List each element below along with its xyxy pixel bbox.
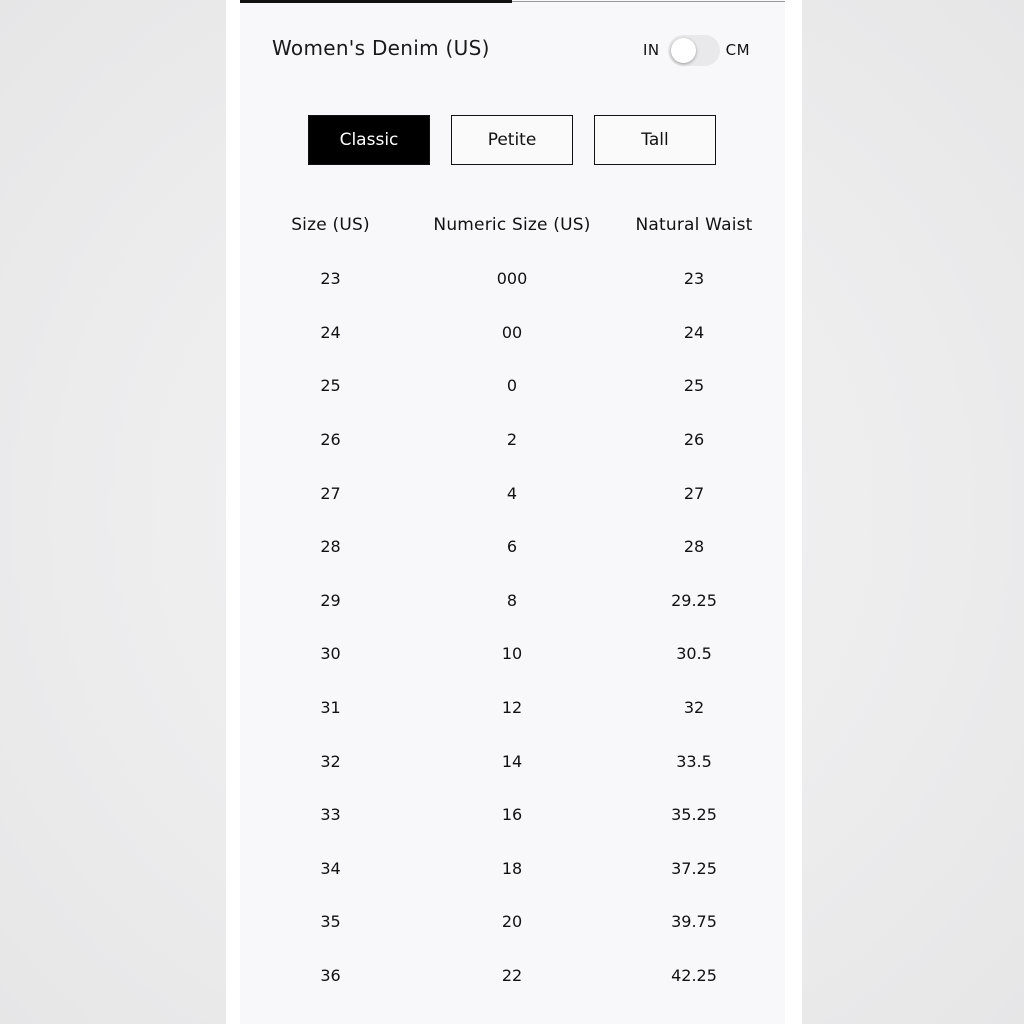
- table-row: [240, 252, 785, 306]
- table-row: [240, 306, 785, 360]
- table-cell-numeric-size: 6: [506, 537, 518, 557]
- table-cell-size: 28: [320, 537, 341, 557]
- table-cell-numeric-size: 8: [506, 590, 518, 610]
- table-row: [240, 627, 785, 681]
- table-cell-natural-waist: 25: [683, 376, 705, 396]
- table-row: [240, 788, 785, 842]
- table-row: [240, 681, 785, 735]
- table-cell-natural-waist: 27: [683, 483, 705, 503]
- table-cell-numeric-size: 16: [501, 805, 523, 825]
- table-cell-size: 30: [320, 644, 341, 664]
- table-cell-numeric-size: 10: [501, 644, 523, 664]
- table-cell-natural-waist: 32: [683, 698, 705, 718]
- table-cell-natural-waist: 24: [683, 322, 705, 342]
- table-cell-numeric-size: 22: [501, 966, 523, 986]
- size-table: [240, 198, 785, 1002]
- table-cell-natural-waist: 29.25: [671, 590, 717, 610]
- table-cell-natural-waist: 30.5: [676, 644, 712, 664]
- table-cell-natural-waist: 37.25: [671, 858, 717, 878]
- table-row: [240, 413, 785, 467]
- table-header: [240, 198, 785, 252]
- table-cell-natural-waist: 42.25: [671, 966, 717, 986]
- inactive-tab-indicator[interactable]: [512, 1, 785, 2]
- active-tab-indicator[interactable]: [240, 0, 512, 3]
- table-cell-numeric-size: 12: [501, 698, 523, 718]
- fit-button-group: [308, 115, 737, 165]
- size-guide-title: Women's Denim (US): [272, 36, 490, 60]
- unit-switch-knob[interactable]: [671, 38, 696, 63]
- table-cell-natural-waist: 39.75: [671, 912, 717, 932]
- table-cell-natural-waist: 35.25: [671, 805, 717, 825]
- table-cell-numeric-size: 000: [496, 269, 528, 289]
- table-row: [240, 895, 785, 949]
- table-cell-size: 25: [320, 376, 341, 396]
- table-cell-numeric-size: 0: [506, 376, 518, 396]
- tab-indicator-bar: [240, 0, 785, 3]
- table-row: [240, 842, 785, 896]
- table-cell-natural-waist: 33.5: [676, 751, 712, 771]
- table-cell-numeric-size: 20: [501, 912, 523, 932]
- table-cell-size: 31: [320, 698, 341, 718]
- column-header-size: Size (US): [291, 215, 370, 235]
- table-cell-size: 23: [320, 269, 341, 289]
- table-body: [240, 252, 785, 1002]
- table-cell-size: 36: [320, 966, 341, 986]
- table-cell-size: 27: [320, 483, 341, 503]
- table-cell-size: 29: [320, 590, 341, 610]
- fit-button-tall[interactable]: Tall: [594, 115, 716, 165]
- table-cell-size: 24: [320, 322, 341, 342]
- table-cell-size: 32: [320, 751, 341, 771]
- table-cell-natural-waist: 23: [683, 269, 705, 289]
- column-header-numeric-size: Numeric Size (US): [433, 215, 591, 235]
- table-cell-natural-waist: 28: [683, 537, 705, 557]
- fit-button-classic[interactable]: Classic: [308, 115, 430, 165]
- table-row: [240, 520, 785, 574]
- table-cell-numeric-size: 18: [501, 858, 523, 878]
- table-row: [240, 949, 785, 1003]
- table-cell-numeric-size: 2: [506, 430, 518, 450]
- unit-toggle[interactable]: [643, 33, 750, 67]
- unit-label-cm: CM: [725, 41, 751, 59]
- table-cell-numeric-size: 00: [501, 322, 523, 342]
- column-header-natural-waist: Natural Waist: [635, 215, 753, 235]
- table-cell-numeric-size: 4: [506, 483, 518, 503]
- table-row: [240, 734, 785, 788]
- fit-button-petite[interactable]: Petite: [451, 115, 573, 165]
- unit-label-in: IN: [643, 41, 660, 59]
- unit-switch[interactable]: [668, 35, 720, 66]
- size-guide-panel: [240, 0, 785, 1024]
- table-row: [240, 466, 785, 520]
- table-row: [240, 574, 785, 628]
- table-cell-natural-waist: 26: [683, 430, 705, 450]
- table-row: [240, 359, 785, 413]
- table-cell-size: 34: [320, 858, 341, 878]
- table-cell-numeric-size: 14: [501, 751, 523, 771]
- table-cell-size: 33: [320, 805, 341, 825]
- table-cell-size: 35: [320, 912, 341, 932]
- table-cell-size: 26: [320, 430, 341, 450]
